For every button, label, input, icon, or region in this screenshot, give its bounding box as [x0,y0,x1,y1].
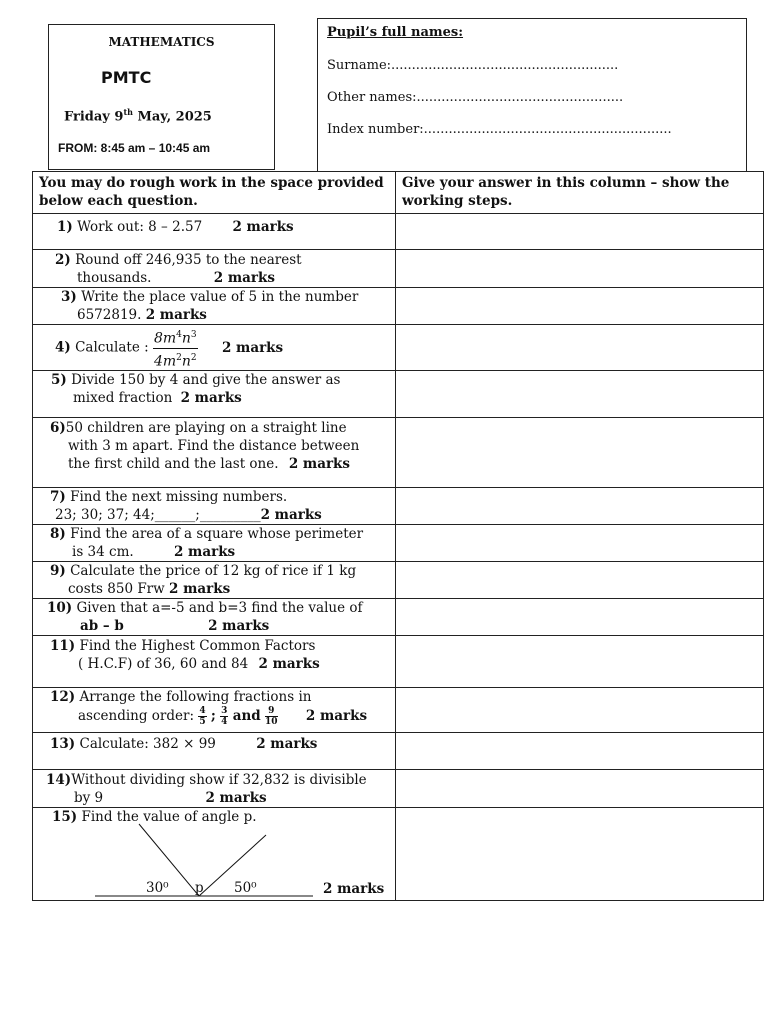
question-row-10: 10) Given that a=-5 and b=3 find the value of ab – b 2 marks [33,599,764,636]
question-row-5: 5) Divide 150 by 4 and give the answer as mixed fraction 2 marks [33,371,764,418]
fraction-4-5: $\frac{4}{5}$ [199,706,206,728]
surname-field[interactable]: Surname:....................................................... [327,58,619,73]
answer-cell-1[interactable] [396,214,764,250]
answer-cell-2[interactable] [396,250,764,288]
pupil-names-title: Pupil’s full names: [327,25,464,40]
question-row-2: 2) Round off 246,935 to the nearest thousands. 2 marks [33,250,764,288]
question-row-9: 9) Calculate the price of 12 kg of rice if 1 kg costs 850 Frw 2 marks [33,562,764,599]
answer-cell-11[interactable] [396,636,764,688]
answer-cell-6[interactable] [396,418,764,488]
fraction-3-4: $\frac{3}{4}$ [221,706,228,728]
question-row-12: 12) Arrange the following fractions in ascending order: $\frac{4}{5}$ ; $\frac{3}{4}$ and $\frac{9}{10}$ 2 marks [33,688,764,733]
answer-cell-4[interactable] [396,325,764,371]
subject-title: MATHEMATICS [108,35,215,49]
question-row-13: 13) Calculate: 382 × 99 2 marks [33,733,764,770]
fraction-expression: $\frac{8m^4n^3}{4m^2n^2}$ [153,326,198,370]
angle-30-label: 30⁰ [146,880,169,897]
school-name: PMTC [101,68,152,87]
pupil-names-box [317,18,747,171]
answer-cell-13[interactable] [396,733,764,770]
other-names-field[interactable]: Other names:.................................................. [327,90,624,105]
exam-date: Friday 9th May, 2025 [64,107,212,125]
question-row-1: 1) Work out: 8 – 2.57 2 marks [33,214,764,250]
answer-cell-14[interactable] [396,770,764,808]
question-row-8: 8) Find the area of a square whose perimeter is 34 cm. 2 marks [33,525,764,562]
angle-p-label: p [195,880,204,897]
question-row-4: 4) Calculate : $\frac{8m^4n^3}{4m^2n^2}$ 2 marks [33,325,764,371]
questions-table [32,171,764,901]
question-row-14: 14)Without dividing show if 32,832 is divisible by 9 2 marks [33,770,764,808]
rough-work-header: You may do rough work in the space provided below each question. [33,172,396,214]
answer-header: Give your answer in this column – show the working steps. [396,172,764,214]
exam-time: FROM: 8:45 am – 10:45 am [58,141,211,155]
question-row-11: 11) Find the Highest Common Factors ( H.C.F) of 36, 60 and 84 2 marks [33,636,764,688]
answer-cell-8[interactable] [396,525,764,562]
question-row-15: 15) Find the value of angle p. 30⁰ p 50⁰ 2 marks [33,808,764,901]
answer-cell-12[interactable] [396,688,764,733]
question-row-6: 6)50 children are playing on a straight line with 3 m apart. Find the distance between the first child and the last one. 2 marks [33,418,764,488]
answer-cell-3[interactable] [396,288,764,325]
answer-cell-9[interactable] [396,562,764,599]
answer-cell-7[interactable] [396,488,764,525]
question-row-7: 7) Find the next missing numbers. 23; 30; 37; 44;______;_________2 marks [33,488,764,525]
fraction-9-10: $\frac{9}{10}$ [265,706,278,728]
angle-50-label: 50⁰ [234,880,257,897]
q15-marks: 2 marks [323,881,385,898]
exam-info-box [48,24,275,170]
answer-cell-5[interactable] [396,371,764,418]
answer-cell-15[interactable] [396,808,764,901]
answer-cell-10[interactable] [396,599,764,636]
question-row-3: 3) Write the place value of 5 in the number 6572819. 2 marks [33,288,764,325]
index-number-field[interactable]: Index number:............................................................ [327,122,672,137]
